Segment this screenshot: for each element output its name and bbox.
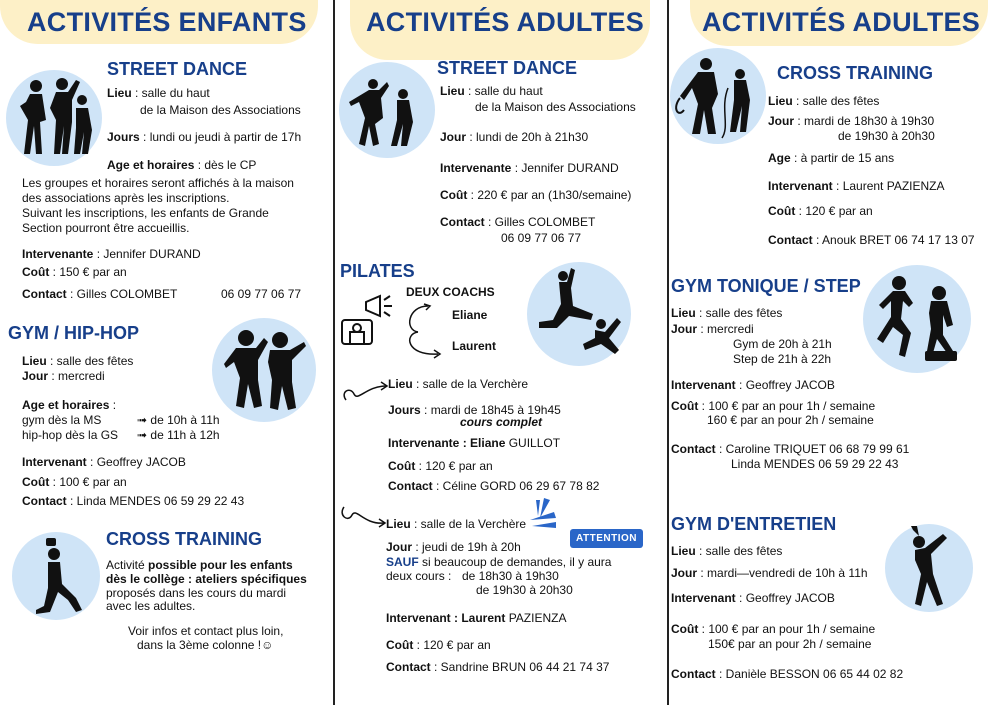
section-title-gym-entretien: GYM D'ENTRETIEN: [671, 514, 837, 534]
gym-tonique-cout-2: 160 € par an pour 2h / semaine: [707, 413, 874, 427]
street-kids-jours: Jours : lundi ou jeudi à partir de 17h: [107, 130, 302, 144]
section-title-gym-hiphop: GYM / HIP-HOP: [8, 323, 140, 343]
pilates-coach-1: Eliane: [452, 308, 488, 322]
gym-tonique-step-slot: Step de 21h à 22h: [733, 352, 832, 366]
pilates-pose-icon: [527, 262, 631, 366]
street-adults-lieu-2: de la Maison des Associations: [475, 100, 636, 114]
entretien-jour: Jour : mardi—vendredi de 10h à 11h: [671, 566, 868, 580]
cross-kids-p6: dans la 3ème colonne !☺: [137, 638, 274, 652]
gym-hiphop-image: [212, 318, 316, 422]
swirl-arrow-icon: [340, 378, 390, 409]
cross-adults-cout: Coût : 120 € par an: [768, 204, 873, 218]
pilates-a-complet: cours complet: [460, 415, 543, 429]
entretien-cout: Coût : 100 € par an pour 1h / semaine: [671, 622, 876, 636]
stretching-woman-icon: [885, 524, 973, 612]
swirl-arrow-icon: [338, 503, 388, 534]
street-kids-note-2: des associations après les inscriptions.: [22, 191, 230, 205]
pilates-coach-2: Laurent: [452, 339, 497, 353]
entretien-contact: Contact : Danièle BESSON 06 65 44 02 82: [671, 667, 904, 681]
gym-entretien-image: [885, 524, 973, 612]
gym-tonique-lieu: Lieu : salle des fêtes: [671, 306, 783, 320]
gym-tonique-intervenant: Intervenant : Geoffrey JACOB: [671, 378, 835, 392]
column-header-adultes-2: ACTIVITÉS ADULTES: [702, 7, 981, 37]
pilates-b-deux-cours: deux cours :: [386, 569, 452, 583]
gym-intervenant: Intervenant : Geoffrey JACOB: [22, 455, 186, 469]
gym-row-1-time: ➟ de 10h à 11h: [137, 413, 220, 427]
pilates-image: [527, 262, 631, 366]
pilates-b-sauf: SAUF si beaucoup de demandes, il y aura: [386, 555, 612, 569]
gym-contact: Contact : Linda MENDES 06 59 29 22 43: [22, 494, 245, 508]
section-title-gym-tonique: GYM TONIQUE / STEP: [671, 276, 861, 296]
cross-adults-jour-2: de 19h30 à 20h30: [838, 129, 935, 143]
attention-burst-icon: [530, 498, 570, 539]
battle-rope-athletes-icon: [670, 48, 766, 144]
coach-arrows-icon: [398, 302, 458, 367]
cross-kids-p1: Activité possible pour les enfants: [106, 558, 293, 572]
pilates-a-intervenante: Intervenante : Eliane GUILLOT: [388, 436, 561, 450]
street-adults-phone: 06 09 77 06 77: [501, 231, 582, 245]
street-dance-kids-image: [6, 70, 102, 166]
street-kids-intervenante: Intervenante : Jennifer DURAND: [22, 247, 201, 261]
gym-tonique-contact: Contact : Caroline TRIQUET 06 68 79 99 61: [671, 442, 910, 456]
entretien-intervenant: Intervenant : Geoffrey JACOB: [671, 591, 835, 605]
megaphone-coach-icon: [336, 292, 398, 357]
street-kids-note-3: Suivant les inscriptions, les enfants de Grande: [22, 206, 269, 220]
section-title-street-dance-adults: STREET DANCE: [437, 58, 578, 78]
gym-tonique-image: [863, 265, 971, 373]
cross-adults-contact: Contact : Anouk BRET 06 74 17 13 07: [768, 233, 975, 247]
cross-adults-jour: Jour : mardi de 18h30 à 19h30: [768, 114, 935, 128]
cross-adults-lieu: Lieu : salle des fêtes: [768, 94, 880, 108]
pilates-a-lieu: Lieu : salle de la Verchère: [388, 377, 529, 391]
street-kids-note-1: Les groupes et horaires seront affichés à la maison: [22, 176, 294, 190]
pilates-a-jours: Jours : mardi de 18h45 à 19h45: [388, 403, 561, 417]
cross-kids-p2: dès le collège : ateliers spécifiques: [106, 572, 307, 586]
gym-cout: Coût : 100 € par an: [22, 475, 127, 489]
cross-kids-image: [12, 532, 100, 620]
pilates-b-slot-1: de 18h30 à 19h30: [462, 569, 559, 583]
gym-row-2-time: ➟ de 11h à 12h: [137, 428, 220, 442]
pilates-b-contact: Contact : Sandrine BRUN 06 44 21 74 37: [386, 660, 610, 674]
gym-lieu: Lieu : salle des fêtes: [22, 354, 134, 368]
gym-row-2-label: hip-hop dès la GS: [22, 428, 119, 442]
street-adults-intervenante: Intervenante : Jennifer DURAND: [440, 161, 619, 175]
section-title-cross-adults: CROSS TRAINING: [777, 63, 934, 83]
section-title-street-dance-kids: STREET DANCE: [107, 59, 248, 79]
gym-jour: Jour : mercredi: [22, 369, 105, 383]
street-adults-contact: Contact : Gilles COLOMBET: [440, 215, 596, 229]
street-kids-lieu: Lieu : salle du haut: [107, 86, 210, 100]
hiphop-dancers-icon: [212, 318, 316, 422]
pilates-a-cout: Coût : 120 € par an: [388, 459, 493, 473]
gym-age: Age et horaires :: [22, 398, 117, 412]
dancers-silhouette-icon: [6, 70, 102, 166]
street-adults-lieu: Lieu : salle du haut: [440, 84, 543, 98]
street-adults-jour: Jour : lundi de 20h à 21h30: [440, 130, 589, 144]
pilates-b-cout: Coût : 120 € par an: [386, 638, 491, 652]
street-kids-lieu-2: de la Maison des Associations: [140, 103, 301, 117]
cross-adults-intervenant: Intervenant : Laurent PAZIENZA: [768, 179, 945, 193]
gym-tonique-gym-slot: Gym de 20h à 21h: [733, 337, 832, 351]
gym-tonique-cout: Coût : 100 € par an pour 1h / semaine: [671, 399, 876, 413]
pilates-b-lieu: Lieu : salle de la Verchère: [386, 517, 527, 531]
street-adults-cout: Coût : 220 € par an (1h30/semaine): [440, 188, 632, 202]
pilates-b-jour: Jour : jeudi de 19h à 20h: [386, 540, 521, 554]
gym-tonique-jour: Jour : mercredi: [671, 322, 754, 336]
pilates-coachs-title: DEUX COACHS: [406, 285, 495, 299]
gym-row-1-label: gym dès la MS: [22, 413, 102, 427]
cross-kids-p5: Voir infos et contact plus loin,: [128, 624, 284, 638]
street-kids-cout: Coût : 150 € par an: [22, 265, 127, 279]
pilates-b-slot-2: de 19h30 à 20h30: [476, 583, 573, 597]
step-runners-icon: [863, 265, 971, 373]
entretien-cout-2: 150€ par an pour 2h / semaine: [708, 637, 872, 651]
column-header-enfants: ACTIVITÉS ENFANTS: [27, 7, 307, 37]
attention-badge: ATTENTION: [570, 529, 643, 548]
kettlebell-athlete-icon: [12, 532, 100, 620]
street-kids-contact: Contact : Gilles COLOMBET: [22, 287, 178, 301]
cross-kids-p4: avec les adultes.: [106, 599, 196, 613]
pilates-a-contact: Contact : Céline GORD 06 29 67 78 82: [388, 479, 600, 493]
street-kids-age: Age et horaires : dès le CP: [107, 158, 257, 172]
breakdance-silhouette-icon: [339, 62, 435, 158]
entretien-lieu: Lieu : salle des fêtes: [671, 544, 783, 558]
street-dance-adults-image: [339, 62, 435, 158]
street-kids-phone: 06 09 77 06 77: [221, 287, 302, 301]
cross-adults-image: [670, 48, 766, 144]
column-header-adultes-1: ACTIVITÉS ADULTES: [366, 7, 645, 37]
street-kids-note-4: Section pourront être accueillis.: [22, 221, 190, 235]
section-title-pilates: PILATES: [340, 261, 415, 281]
column-divider-1: [333, 0, 335, 705]
cross-adults-age: Age : à partir de 15 ans: [768, 151, 895, 165]
column-divider-2: [667, 0, 669, 705]
cross-kids-p3: proposés dans les cours du mardi: [106, 586, 287, 600]
gym-tonique-contact-2: Linda MENDES 06 59 29 22 43: [731, 457, 899, 471]
section-title-cross-kids: CROSS TRAINING: [106, 529, 263, 549]
pilates-b-intervenant: Intervenant : Laurent PAZIENZA: [386, 611, 567, 625]
